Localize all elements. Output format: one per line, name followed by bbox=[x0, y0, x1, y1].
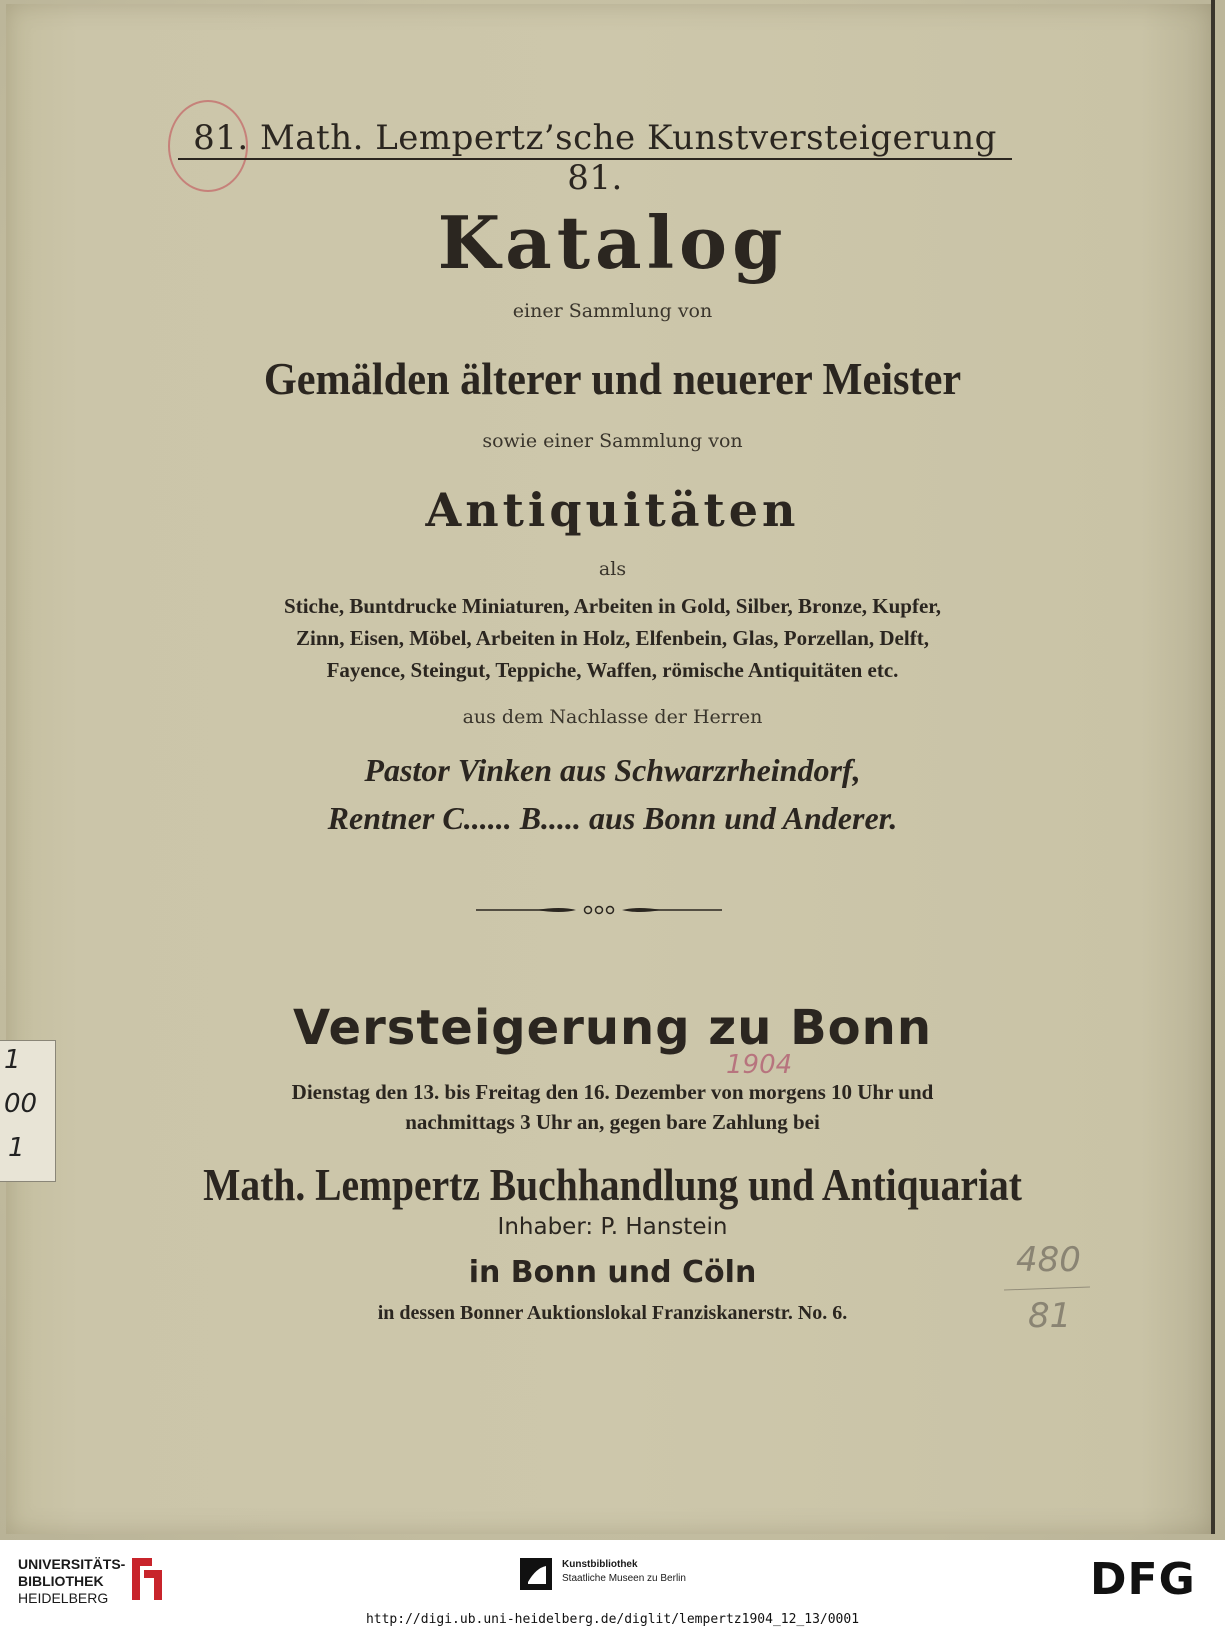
auction-heading: Versteigerung zu Bonn bbox=[293, 1000, 932, 1056]
handwritten-year: 1904 bbox=[726, 1050, 793, 1080]
pencil-note-top: 480 bbox=[1016, 1240, 1081, 1280]
kb-name-line: Staatliche Museen zu Berlin bbox=[562, 1573, 686, 1584]
library-name-line: UNIVERSITÄTS- bbox=[18, 1556, 126, 1572]
firm-city: in Bonn und Cöln bbox=[468, 1255, 757, 1290]
page-url[interactable]: http://digi.ub.uni-heidelberg.de/diglit/lempertz1904_12_13/0001 bbox=[365, 1612, 860, 1627]
kb-name-line: Kunstbibliothek bbox=[562, 1559, 638, 1570]
shelf-label-line: 1 bbox=[8, 1133, 25, 1163]
library-name-line: HEIDELBERG bbox=[18, 1590, 109, 1606]
items-list-line: Stiche, Buntdrucke Miniaturen, Arbeiten in Gold, Silber, Bronze, Kupfer, bbox=[284, 594, 941, 618]
kunstbibliothek-logo-icon bbox=[518, 1556, 554, 1592]
library-name-line: BIBLIOTHEK bbox=[18, 1573, 104, 1589]
owner-line: Pastor Vinken aus Schwarzrheindorf, bbox=[364, 752, 861, 788]
page-title: Katalog bbox=[437, 200, 788, 285]
subtitle-paintings: Gemälden älterer und neuerer Meister bbox=[263, 353, 962, 404]
shelf-label-line: 00 bbox=[4, 1089, 38, 1119]
ornament-divider bbox=[476, 904, 722, 916]
dfg-logo: DFG bbox=[1090, 1554, 1196, 1605]
intro-text: einer Sammlung von bbox=[512, 300, 713, 322]
library-name bbox=[18, 1556, 125, 1607]
pencil-note-bottom: 81 bbox=[1028, 1296, 1072, 1336]
auction-venue: in dessen Bonner Auktionslokal Franziskanerstr. No. 6. bbox=[377, 1302, 848, 1324]
shelf-label-line: 1 bbox=[4, 1045, 21, 1075]
auction-date-line: nachmittags 3 Uhr an, gegen bare Zahlung bei bbox=[405, 1110, 820, 1134]
intro-text: sowie einer Sammlung von bbox=[482, 430, 743, 452]
estate-intro: aus dem Nachlasse der Herren bbox=[462, 706, 763, 728]
owner-line: Rentner C...... B..... aus Bonn und Anderer. bbox=[327, 800, 898, 836]
firm-name: Math. Lempertz Buchhandlung und Antiquariat bbox=[203, 1159, 1022, 1210]
firm-owner: Inhaber: P. Hanstein bbox=[497, 1214, 728, 1240]
kunstbibliothek-name bbox=[562, 1558, 686, 1586]
catalog-header: 81. Math. Lempertz’sche Kunstversteigerung 81. bbox=[178, 118, 1012, 160]
intro-text: als bbox=[598, 558, 627, 580]
library-logo-icon bbox=[124, 1554, 170, 1604]
subtitle-antiquities: Antiquitäten bbox=[425, 483, 800, 537]
items-list-line: Zinn, Eisen, Möbel, Arbeiten in Holz, Elfenbein, Glas, Porzellan, Delft, bbox=[296, 626, 929, 650]
auction-date-line: Dienstag den 13. bis Freitag den 16. Dezember von morgens 10 Uhr und bbox=[291, 1080, 934, 1104]
digitization-footer bbox=[0, 1540, 1225, 1633]
items-list-line: Fayence, Steingut, Teppiche, Waffen, römische Antiquitäten etc. bbox=[326, 658, 899, 682]
